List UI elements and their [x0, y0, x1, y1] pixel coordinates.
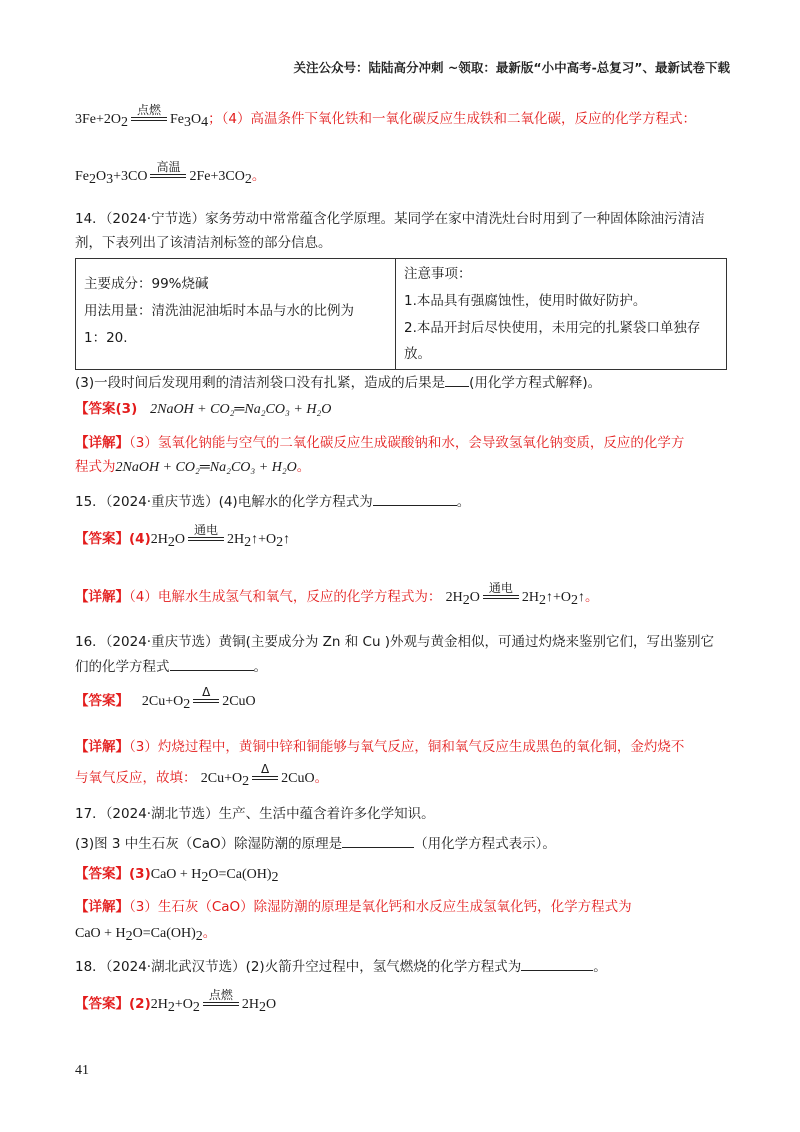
q16-answer: 【答案】 $2Cu+O_2$ Δ 2CuO — [75, 685, 256, 712]
q14-line2: 剂，下表列出了该清洁剂标签的部分信息。 — [75, 235, 332, 251]
page-number: 41 — [75, 1063, 89, 1078]
q17-answer: 【答案】$(3)CaO + H_2O=Ca(OH)_2$ — [75, 866, 279, 885]
q16-line2: 们的化学方程式 。 — [75, 656, 267, 678]
table-note-1: 1.本品具有强腐蚀性，使用时做好防护。 — [404, 293, 647, 309]
q17-detail-line1: 【详解】（3）生石灰（CaO）除湿防潮的原理是氧化钙和水反应生成氢氧化钙，化学方程式为 — [75, 899, 632, 915]
q15-question: 15．（2024·重庆节选）(4)电解水的化学方程式为 。 — [75, 491, 470, 513]
q14-sub3: (3)一段时间后发现用剩的清洁剂袋口没有扎紧，造成的后果是 (用化学方程式解释)。 — [75, 372, 601, 394]
q14-line1: 14．（2024·宁节选）家务劳动中常常蕴含化学原理。某同学在家中清洗灶台时用到了一种固体除油污清洁 — [75, 211, 705, 227]
table-note-2: 2.本品开封后尽快使用，未用完的扎紧袋口单独存 — [404, 320, 701, 336]
q16-detail-line2: 与氧气反应，故填： $2Cu+O_2$ Δ 2CuO。 — [75, 762, 329, 789]
q15-detail: 【详解】（4）电解水生成氢气和氧气，反应的化学方程式为： $2H_2O$ 通电 $2H_2↑+O_2↑$。 — [75, 581, 599, 608]
table-note-2-cont: 放。 — [404, 346, 431, 362]
q18-answer: 【答案】$(2)2H_2+O_2$ 点燃 $2H_2O$ — [75, 988, 277, 1015]
label-info-table — [75, 258, 727, 370]
q17-line2: (3)图 3 中生石灰（CaO）除湿防潮的原理是 （用化学方程式表示）。 — [75, 833, 556, 855]
q16-line1: 16．（2024·重庆节选）黄铜(主要成分为 Zn 和 Cu )外观与黄金相似，可通过灼烧来鉴别它们，写出鉴别它 — [75, 634, 715, 650]
table-main-ingredient: 主要成分：99%烧碱 — [84, 276, 209, 292]
q14-answer: 【答案(3) 2NaOH + CO₂═Na₂CO₃ + H₂O — [75, 401, 332, 417]
q18-question: 18．（2024·湖北武汉节选）(2)火箭升空过程中，氢气燃烧的化学方程式为 。 — [75, 956, 607, 978]
q14-detail-line2: 程式为2NaOH + CO₂═Na₂CO₃ + H₂O。 — [75, 459, 311, 475]
q17-line1: 17．（2024·湖北节选）生产、生活中蕴含着许多化学知识。 — [75, 806, 435, 822]
table-ratio: 1：20. — [84, 330, 128, 346]
equation-iron-combustion: $3Fe+2O_2$ 点燃 $Fe_3O_4$；（4）高温条件下氧化铁和一氧化碳反应生成铁和二氧化碳，反应的化学方程式： — [75, 103, 696, 130]
table-usage: 用法用量：清洗油泥油垢时本品与水的比例为 — [84, 303, 354, 319]
page-header: 关注公众号：陆陆高分冲刺 ~领取：最新版“小中高考-总复习”、最新试卷下载 — [293, 60, 730, 75]
q15-answer: 【答案】$(4)2H_2O$ 通电 $2H_2↑+O_2↑$ — [75, 523, 291, 550]
q16-detail-line1: 【详解】（3）灼烧过程中，黄铜中锌和铜能够与氧气反应，铜和氧气反应生成黑色的氧化铜，金灼烧不 — [75, 739, 685, 755]
table-notes-title: 注意事项： — [404, 266, 472, 282]
equation-iron-oxide-reduction: $Fe_2O_3+3CO$ 高温 $2Fe+3CO_2$。 — [75, 160, 266, 187]
q14-detail-line1: 【详解】（3）氢氧化钠能与空气的二氧化碳反应生成碳酸钠和水，会导致氢氧化钠变质，反应的化学方 — [75, 435, 685, 451]
q17-detail-line2: CaO + $H_2O=Ca(OH)_2$。 — [75, 925, 217, 944]
